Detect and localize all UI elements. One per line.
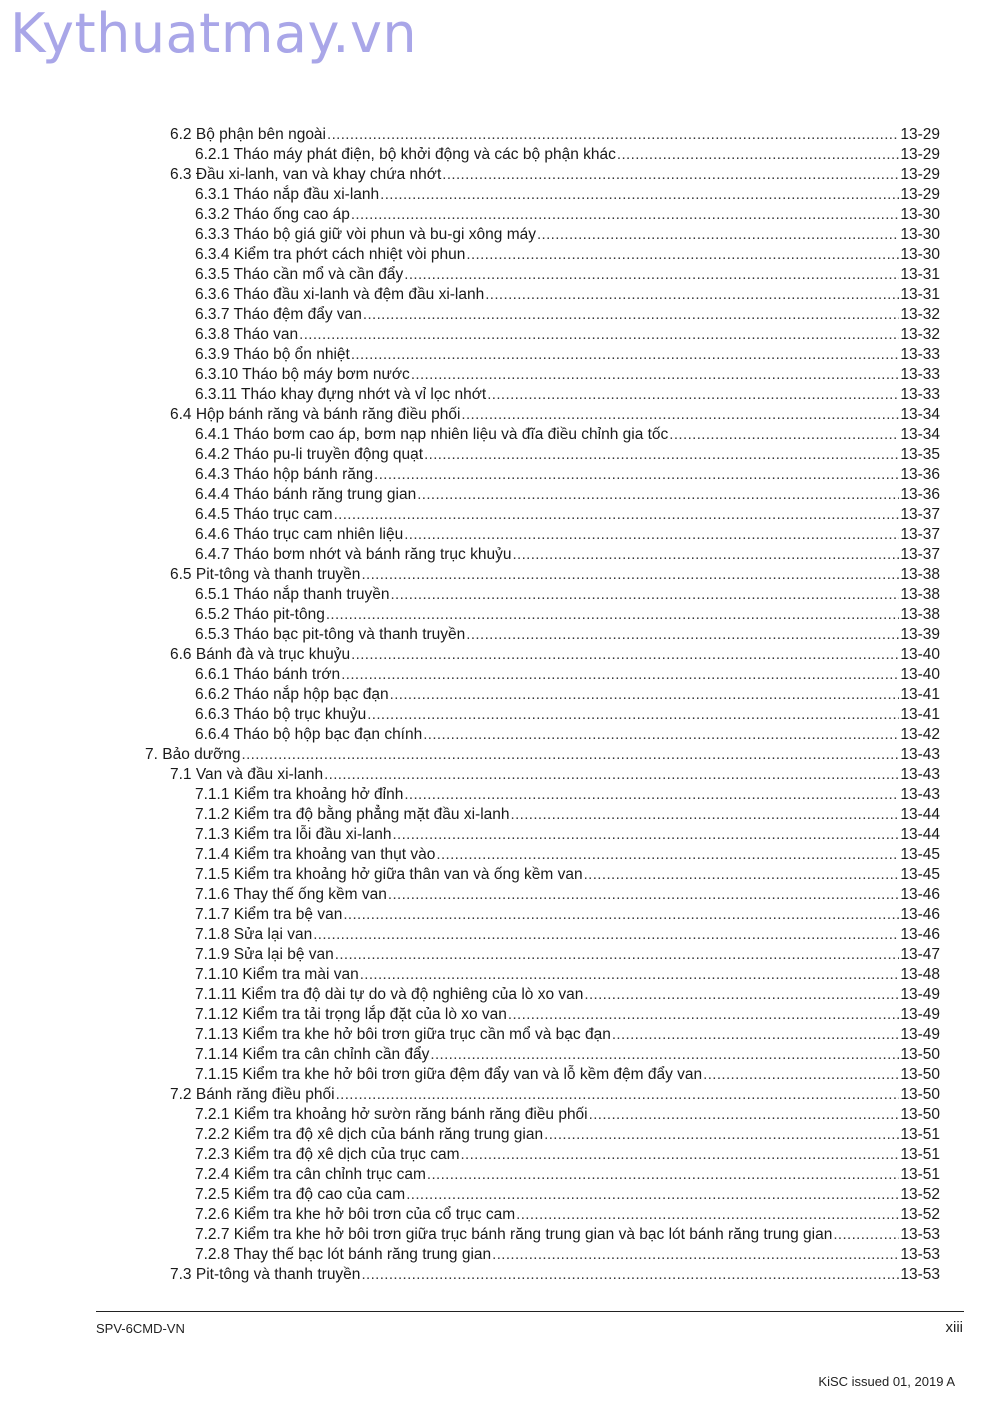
toc-entry[interactable] [170, 565, 940, 585]
toc-entry-page: 13-37 [900, 506, 940, 523]
toc-entry[interactable] [195, 825, 940, 845]
toc-entry[interactable] [195, 205, 940, 225]
toc-leader-dots [492, 1245, 899, 1265]
footer-divider [96, 1311, 964, 1312]
toc-entry-title: 6.3.7 Tháo đệm đẩy van [195, 306, 362, 323]
toc-leader-dots [584, 985, 899, 1005]
toc-leader-dots [299, 325, 899, 345]
toc-leader-dots [508, 1005, 899, 1025]
toc-entry-title: 7.2.8 Thay thế bạc lót bánh răng trung gian [195, 1246, 492, 1263]
toc-entry[interactable] [195, 805, 940, 825]
toc-entry-title: 6.4.3 Tháo hộp bánh răng [195, 466, 374, 483]
toc-entry-title: 6.2.1 Tháo máy phát điện, bộ khởi động và các bộ phận khác [195, 146, 616, 163]
toc-entry-page: 13-38 [900, 566, 940, 583]
toc-leader-dots [424, 445, 899, 465]
toc-leader-dots [460, 1145, 899, 1165]
toc-entry[interactable] [195, 605, 940, 625]
toc-leader-dots [327, 125, 899, 145]
toc-entry[interactable] [195, 245, 940, 265]
toc-entry-page: 13-29 [900, 146, 940, 163]
toc-entry-page: 13-52 [900, 1186, 940, 1203]
toc-entry-title: 7.1.2 Kiểm tra độ bằng phẳng mặt đầu xi-lanh [195, 806, 510, 823]
toc-entry-title: 6.5 Pit-tông và thanh truyền [170, 566, 361, 583]
toc-entry[interactable] [170, 125, 940, 145]
toc-leader-dots [511, 805, 900, 825]
toc-entry-page: 13-46 [900, 906, 940, 923]
toc-entry-page: 13-36 [900, 486, 940, 503]
toc-entry-page: 13-43 [900, 786, 940, 803]
toc-entry-title: 7.2 Bánh răng điều phối [170, 1086, 335, 1103]
toc-leader-dots [411, 365, 900, 385]
toc-entry-title: 6.4.1 Tháo bơm cao áp, bơm nạp nhiên liệu và đĩa điều chỉnh gia tốc [195, 426, 669, 443]
toc-leader-dots [406, 1185, 899, 1205]
toc-entry[interactable] [170, 405, 940, 425]
toc-entry-page: 13-32 [900, 306, 940, 323]
watermark: Kythuatmay.vn [10, 2, 418, 65]
toc-entry[interactable] [195, 965, 940, 985]
toc-entry-title: 7.1 Van và đầu xi-lanh [170, 766, 324, 783]
toc-entry-title: 7.1.11 Kiểm tra độ dài tự do và độ nghiêng của lò xo van [195, 986, 584, 1003]
toc-entry[interactable] [195, 585, 940, 605]
toc-leader-dots [343, 905, 899, 925]
toc-entry[interactable] [195, 445, 940, 465]
toc-entry-title: 6.3.1 Tháo nắp đầu xi-lanh [195, 186, 380, 203]
toc-leader-dots [392, 825, 899, 845]
toc-entry-page: 13-45 [900, 866, 940, 883]
toc-entry-page: 13-53 [900, 1266, 940, 1283]
toc-entry[interactable] [195, 385, 940, 405]
toc-entry[interactable] [195, 685, 940, 705]
toc-leader-dots [336, 1085, 900, 1105]
toc-entry-title: 7.2.6 Kiểm tra khe hở bôi trơn của cổ trục cam [195, 1206, 516, 1223]
toc-entry-page: 13-42 [900, 726, 940, 743]
toc-entry-page: 13-50 [900, 1046, 940, 1063]
toc-leader-dots [584, 865, 900, 885]
toc-entry-title: 6.3.2 Tháo ống cao áp [195, 206, 350, 223]
toc-leader-dots [442, 165, 899, 185]
toc-entry[interactable] [195, 325, 940, 345]
toc-leader-dots [612, 1025, 900, 1045]
toc-entry-title: 6.4.2 Tháo pu-li truyền động quạt [195, 446, 424, 463]
toc-entry-title: 6.3.9 Tháo bộ ổn nhiệt [195, 346, 350, 363]
toc-entry[interactable] [195, 845, 940, 865]
toc-entry-title: 7.2.5 Kiểm tra độ cao của cam [195, 1186, 406, 1203]
toc-entry-title: 7.1.6 Thay thế ống kềm van [195, 886, 387, 903]
toc-entry-page: 13-51 [900, 1126, 940, 1143]
toc-entry-title: 6.4.5 Tháo trục cam [195, 506, 333, 523]
toc-entry[interactable] [195, 1025, 940, 1045]
toc-entry[interactable] [195, 485, 940, 505]
toc-entry-title: 7.1.10 Kiểm tra mài van [195, 966, 359, 983]
toc-leader-dots [427, 1165, 899, 1185]
toc-entry-page: 13-41 [900, 686, 940, 703]
toc-entry-page: 13-32 [900, 326, 940, 343]
toc-entry-title: 6.5.1 Tháo nắp thanh truyền [195, 586, 390, 603]
toc-entry[interactable] [170, 165, 940, 185]
toc-entry-title: 6.4.7 Tháo bơm nhớt và bánh răng trục khuỷu [195, 546, 512, 563]
toc-entry[interactable] [195, 145, 940, 165]
toc-leader-dots [516, 1205, 899, 1225]
toc-entry-page: 13-38 [900, 606, 940, 623]
toc-entry-page: 13-29 [900, 166, 940, 183]
toc-entry[interactable] [195, 1125, 940, 1145]
toc-entry-page: 13-46 [900, 886, 940, 903]
toc-entry[interactable] [195, 525, 940, 545]
toc-entry[interactable] [170, 1085, 940, 1105]
toc-leader-dots [242, 745, 900, 765]
toc-leader-dots [417, 485, 899, 505]
toc-leader-dots [351, 205, 900, 225]
toc-entry-title: 7.1.13 Kiểm tra khe hở bôi trơn giữa trục cần mổ và bạc đạn [195, 1026, 611, 1043]
toc-entry-page: 13-50 [900, 1066, 940, 1083]
toc-entry[interactable] [195, 985, 940, 1005]
toc-entry-title: 7.1.4 Kiểm tra khoảng van thụt vào [195, 846, 436, 863]
toc-entry[interactable] [195, 705, 940, 725]
toc-entry[interactable] [195, 345, 940, 365]
toc-entry-page: 13-34 [900, 426, 940, 443]
toc-entry-title: 6.3.3 Tháo bộ giá giữ vòi phun và bu-gi xông máy [195, 226, 536, 243]
toc-leader-dots [544, 1125, 899, 1145]
toc-entry-title: 6.5.2 Tháo pit-tông [195, 606, 325, 623]
toc-leader-dots [374, 465, 899, 485]
toc-leader-dots [390, 585, 899, 605]
toc-leader-dots [669, 425, 899, 445]
toc-entry[interactable] [195, 425, 940, 445]
toc-entry-page: 13-53 [900, 1226, 940, 1243]
toc-entry-page: 13-30 [900, 246, 940, 263]
toc-leader-dots [390, 685, 900, 705]
toc-entry-page: 13-46 [900, 926, 940, 943]
toc-entry-page: 13-33 [900, 366, 940, 383]
toc-entry-page: 13-35 [900, 446, 940, 463]
toc-leader-dots [703, 1065, 899, 1085]
toc-entry[interactable] [195, 945, 940, 965]
toc-entry-page: 13-39 [900, 626, 940, 643]
toc-leader-dots [324, 765, 899, 785]
toc-entry-title: 7.1.7 Kiểm tra bệ van [195, 906, 343, 923]
toc-entry[interactable] [195, 865, 940, 885]
toc-leader-dots [404, 265, 899, 285]
toc-entry[interactable] [195, 545, 940, 565]
toc-entry-title: 7.2.4 Kiểm tra cân chỉnh trục cam [195, 1166, 426, 1183]
toc-leader-dots [335, 945, 900, 965]
toc-entry[interactable] [195, 365, 940, 385]
toc-entry-title: 7.1.8 Sửa lại van [195, 926, 313, 943]
toc-entry-page: 13-29 [900, 126, 940, 143]
toc-entry-page: 13-36 [900, 466, 940, 483]
toc-entry-title: 6.2 Bộ phận bên ngoài [170, 126, 326, 143]
toc-entry[interactable] [195, 665, 940, 685]
toc-entry-title: 6.4.4 Tháo bánh răng trung gian [195, 486, 417, 503]
toc-leader-dots [537, 225, 899, 245]
toc-entry[interactable] [195, 285, 940, 305]
toc-entry-page: 13-33 [900, 346, 940, 363]
toc-entry-page: 13-41 [900, 706, 940, 723]
toc-entry-page: 13-53 [900, 1246, 940, 1263]
toc-entry[interactable] [195, 265, 940, 285]
toc-entry[interactable] [195, 625, 940, 645]
toc-entry[interactable] [195, 885, 940, 905]
toc-leader-dots [361, 1265, 899, 1285]
toc-entry-title: 7.2.2 Kiểm tra độ xê dịch của bánh răng trung gian [195, 1126, 544, 1143]
toc-leader-dots [487, 385, 899, 405]
toc-entry-title: 6.6.4 Tháo bộ hộp bạc đạn chính [195, 726, 423, 743]
toc-entry[interactable] [195, 1105, 940, 1125]
toc-entry[interactable] [195, 785, 940, 805]
toc-entry[interactable] [195, 905, 940, 925]
toc-entry[interactable] [195, 725, 940, 745]
toc-entry-title: 7.1.5 Kiểm tra khoảng hở giữa thân van và ống kềm van [195, 866, 583, 883]
toc-leader-dots [380, 185, 899, 205]
toc-entry-title: 6.4 Hộp bánh răng và bánh răng điều phối [170, 406, 461, 423]
toc-entry[interactable] [195, 505, 940, 525]
toc-entry-page: 13-52 [900, 1206, 940, 1223]
toc-leader-dots [617, 145, 899, 165]
toc-entry-page: 13-49 [900, 986, 940, 1003]
toc-entry[interactable] [195, 925, 940, 945]
toc-leader-dots [404, 785, 899, 805]
toc-entry-title: 6.6.2 Tháo nắp hộp bạc đạn [195, 686, 389, 703]
toc-entry-title: 6.3 Đầu xi-lanh, van và khay chứa nhớt [170, 166, 442, 183]
toc-entry-page: 13-30 [900, 206, 940, 223]
toc-leader-dots [341, 665, 899, 685]
toc-entry-title: 7. Bảo dưỡng [145, 746, 241, 763]
toc-entry-page: 13-44 [900, 806, 940, 823]
toc-entry[interactable] [195, 1245, 940, 1265]
toc-entry[interactable] [195, 1205, 940, 1225]
toc-entry-title: 6.3.5 Tháo cần mổ và cần đẩy [195, 266, 404, 283]
toc-entry[interactable] [170, 1265, 940, 1285]
toc-entry-page: 13-51 [900, 1166, 940, 1183]
toc-entry-page: 13-48 [900, 966, 940, 983]
toc-leader-dots [833, 1225, 899, 1245]
toc-entry-title: 6.3.6 Tháo đầu xi-lanh và đệm đầu xi-lanh [195, 286, 485, 303]
toc-leader-dots [404, 525, 899, 545]
toc-entry-page: 13-31 [900, 266, 940, 283]
toc-leader-dots [461, 405, 899, 425]
toc-leader-dots [361, 565, 899, 585]
toc-leader-dots [466, 245, 899, 265]
toc-entry-page: 13-33 [900, 386, 940, 403]
document-code: SPV-6CMD-VN [96, 1321, 185, 1336]
toc-entry-page: 13-38 [900, 586, 940, 603]
toc-entry-page: 13-45 [900, 846, 940, 863]
toc-entry-page: 13-37 [900, 526, 940, 543]
toc-entry-page: 13-50 [900, 1106, 940, 1123]
toc-entry-title: 6.6.3 Tháo bộ trục khuỷu [195, 706, 367, 723]
toc-leader-dots [512, 545, 899, 565]
toc-entry-page: 13-47 [900, 946, 940, 963]
toc-entry-page: 13-40 [900, 646, 940, 663]
toc-leader-dots [313, 925, 899, 945]
toc-entry[interactable] [195, 1005, 940, 1025]
toc-leader-dots [351, 345, 900, 365]
toc-entry-title: 7.1.9 Sửa lại bệ van [195, 946, 334, 963]
toc-entry-page: 13-30 [900, 226, 940, 243]
toc-leader-dots [360, 965, 900, 985]
toc-entry-title: 7.2.3 Kiểm tra độ xê dịch của trục cam [195, 1146, 460, 1163]
toc-entry[interactable] [195, 185, 940, 205]
toc-entry-page: 13-50 [900, 1086, 940, 1103]
toc-entry-title: 7.2.1 Kiểm tra khoảng hở sườn răng bánh răng điều phối [195, 1106, 588, 1123]
toc-leader-dots [367, 705, 899, 725]
toc-entry[interactable] [195, 1225, 940, 1245]
toc-entry-title: 7.1.3 Kiểm tra lỗi đầu xi-lanh [195, 826, 392, 843]
toc-entry-page: 13-43 [900, 746, 940, 763]
toc-entry[interactable] [195, 225, 940, 245]
toc-entry-title: 7.1.1 Kiểm tra khoảng hở đỉnh [195, 786, 404, 803]
toc-entry-page: 13-37 [900, 546, 940, 563]
toc-entry[interactable] [145, 745, 940, 765]
toc-leader-dots [363, 305, 899, 325]
toc-entry-page: 13-44 [900, 826, 940, 843]
toc-leader-dots [388, 885, 899, 905]
toc-entry-page: 13-34 [900, 406, 940, 423]
toc-entry[interactable] [170, 765, 940, 785]
toc-entry[interactable] [195, 1065, 940, 1085]
toc-entry-page: 13-49 [900, 1006, 940, 1023]
toc-entry[interactable] [170, 645, 940, 665]
toc-leader-dots [436, 845, 899, 865]
toc-entry-title: 7.1.12 Kiểm tra tải trọng lắp đặt của lò xo van [195, 1006, 507, 1023]
toc-entry-title: 6.3.4 Kiểm tra phớt cách nhiệt vòi phun [195, 246, 466, 263]
toc-entry[interactable] [195, 1145, 940, 1165]
toc-entry-page: 13-51 [900, 1146, 940, 1163]
toc-leader-dots [334, 505, 900, 525]
toc-leader-dots [326, 605, 900, 625]
toc-entry[interactable] [195, 305, 940, 325]
toc-entry[interactable] [195, 1165, 940, 1185]
toc-entry-title: 6.5.3 Tháo bạc pit-tông và thanh truyền [195, 626, 466, 643]
toc-entry-title: 6.3.10 Tháo bộ máy bơm nước [195, 366, 410, 383]
page-number: xiii [945, 1319, 963, 1336]
toc-leader-dots [423, 725, 899, 745]
issue-note: KiSC issued 01, 2019 A [818, 1374, 955, 1389]
toc-entry-page: 13-29 [900, 186, 940, 203]
toc-entry-title: 6.4.6 Tháo trục cam nhiên liệu [195, 526, 404, 543]
toc-entry-title: 7.3 Pit-tông và thanh truyền [170, 1266, 361, 1283]
toc-entry-title: 6.3.11 Tháo khay đựng nhớt và vỉ lọc nhớt [195, 386, 487, 403]
toc-entry-title: 7.1.14 Kiểm tra cân chỉnh cần đẩy [195, 1046, 430, 1063]
toc-leader-dots [430, 1045, 899, 1065]
toc-entry-title: 6.3.8 Tháo van [195, 326, 299, 343]
toc-entry-title: 6.6 Bánh đà và trục khuỷu [170, 646, 351, 663]
toc-entry-title: 7.1.15 Kiểm tra khe hở bôi trơn giữa đệm đẩy van và lỗ kềm đệm đẩy van [195, 1066, 703, 1083]
toc-leader-dots [466, 625, 899, 645]
toc-entry-title: 6.6.1 Tháo bánh trớn [195, 666, 341, 683]
toc-entry[interactable] [195, 1185, 940, 1205]
toc-entry-page: 13-49 [900, 1026, 940, 1043]
toc-entry-page: 13-40 [900, 666, 940, 683]
toc-entry-page: 13-43 [900, 766, 940, 783]
toc-entry[interactable] [195, 465, 940, 485]
table-of-contents [0, 125, 993, 1285]
toc-entry-page: 13-31 [900, 286, 940, 303]
toc-leader-dots [589, 1105, 900, 1125]
toc-entry-title: 7.2.7 Kiểm tra khe hở bôi trơn giữa trục bánh răng trung gian và bạc lót bánh răng trung gian [195, 1226, 833, 1243]
toc-leader-dots [485, 285, 899, 305]
toc-leader-dots [351, 645, 899, 665]
toc-entry[interactable] [195, 1045, 940, 1065]
